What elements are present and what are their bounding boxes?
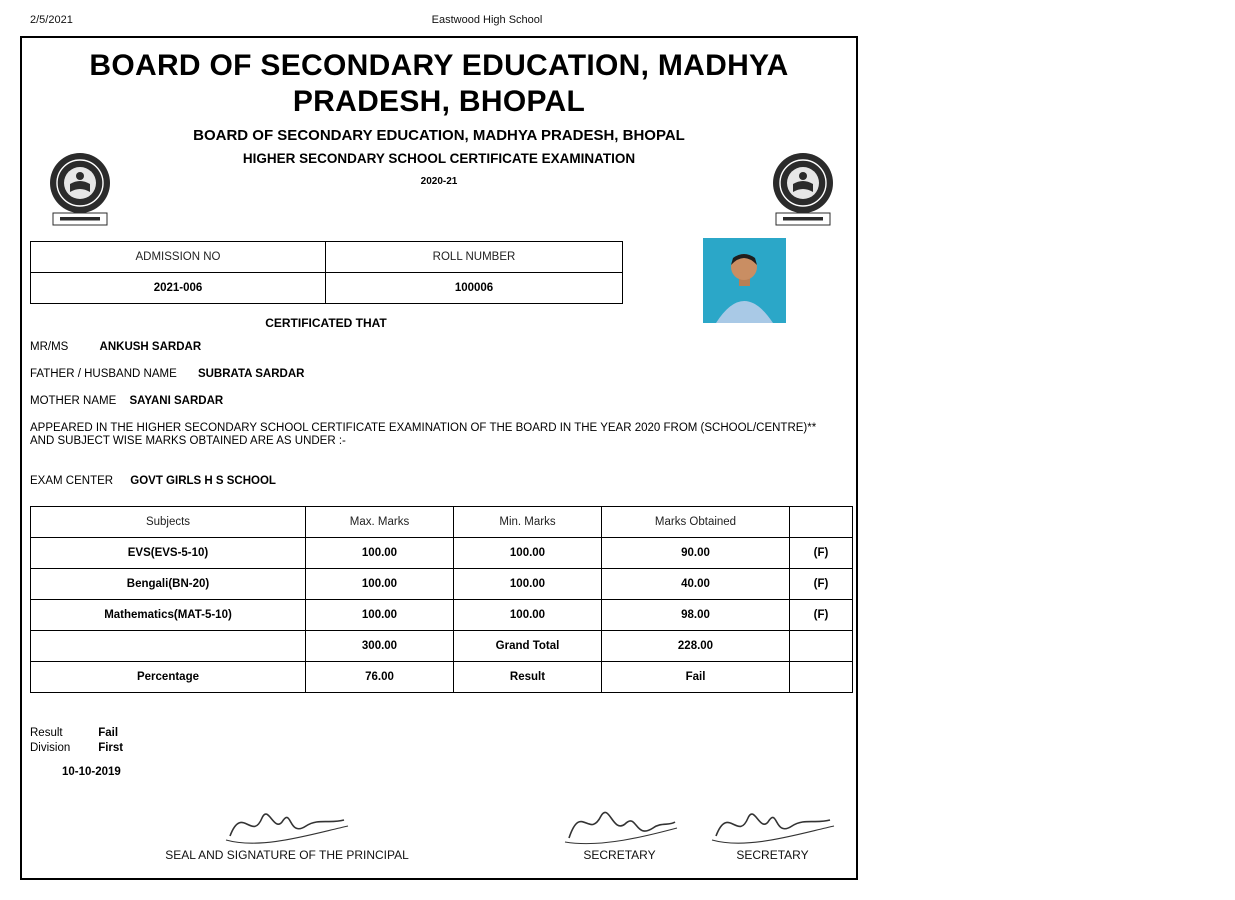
admission-table	[30, 241, 623, 304]
flag-cell: (F)	[790, 569, 853, 600]
flag-cell: (F)	[790, 600, 853, 631]
certificate-page	[20, 36, 858, 880]
percentage-label-cell: Percentage	[31, 662, 306, 693]
admission-no-header: ADMISSION NO	[31, 242, 326, 273]
empty-cell	[790, 662, 853, 693]
mother-name-line	[30, 395, 223, 407]
col-header-marks-obtained: Marks Obtained	[602, 507, 790, 538]
student-photo	[703, 238, 786, 323]
grand-total-value-cell: 228.00	[602, 631, 790, 662]
exam-center-label: EXAM CENTER	[30, 475, 114, 487]
total-max-marks-cell: 300.00	[306, 631, 454, 662]
secretary-signature-label: SECRETARY	[736, 848, 809, 862]
max-marks-cell: 100.00	[306, 538, 454, 569]
signature-icon	[222, 798, 352, 846]
subject-cell: Bengali(BN-20)	[31, 569, 306, 600]
result-label-cell: Result	[454, 662, 602, 693]
result-line	[30, 726, 123, 741]
exam-title: HIGHER SECONDARY SCHOOL CERTIFICATE EXAMINATION	[242, 151, 636, 166]
father-name: SUBRATA SARDAR	[197, 368, 305, 380]
secretary-signature-block	[690, 798, 855, 862]
percentage-value-cell: 76.00	[306, 662, 454, 693]
principal-signature-label: SEAL AND SIGNATURE OF THE PRINCIPAL	[165, 848, 409, 862]
admission-no-value: 2021-006	[31, 273, 326, 304]
secretary-signature-label: SECRETARY	[583, 848, 656, 862]
subject-cell: EVS(EVS-5-10)	[31, 538, 306, 569]
board-seal-icon	[40, 150, 120, 230]
result-label: Result	[30, 727, 63, 739]
division-line	[30, 741, 123, 756]
min-marks-cell: 100.00	[454, 538, 602, 569]
appeared-statement: APPEARED IN THE HIGHER SECONDARY SCHOOL CERTIFICATE EXAMINATION OF THE BOARD IN THE YEAR 2020 FROM (SCHOOL/CENTRE)** AND SUBJECT WISE MARKS OBTAINED ARE AS UNDER :-	[30, 422, 817, 447]
father-name-label: FATHER / HUSBAND NAME	[30, 368, 177, 380]
grand-total-row	[31, 631, 853, 662]
percentage-row	[31, 662, 853, 693]
principal-signature-block	[132, 798, 442, 862]
browser-print-header	[0, 14, 1235, 34]
mother-name: SAYANI SARDAR	[129, 395, 224, 407]
result-value-cell: Fail	[602, 662, 790, 693]
exam-session: 2020-21	[420, 176, 458, 187]
student-name-line	[30, 341, 201, 353]
issue-date: 10-10-2019	[62, 766, 121, 778]
mother-name-label: MOTHER NAME	[30, 395, 117, 407]
grand-total-label-cell: Grand Total	[454, 631, 602, 662]
certificated-that-label: CERTIFICATED THAT	[265, 316, 387, 330]
division-value: First	[98, 742, 124, 754]
student-name: ANKUSH SARDAR	[99, 341, 202, 353]
result-division-block	[30, 726, 123, 756]
empty-cell	[31, 631, 306, 662]
min-marks-cell: 100.00	[454, 569, 602, 600]
print-date: 2/5/2021	[30, 14, 73, 26]
result-value: Fail	[98, 727, 119, 739]
mr-ms-label: MR/MS	[30, 341, 69, 353]
col-header-max-marks: Max. Marks	[306, 507, 454, 538]
min-marks-cell: 100.00	[454, 600, 602, 631]
flag-cell: (F)	[790, 538, 853, 569]
empty-cell	[790, 631, 853, 662]
exam-center-line	[30, 475, 276, 487]
col-header-flag	[790, 507, 853, 538]
marks-obtained-cell: 90.00	[602, 538, 790, 569]
marks-table	[30, 506, 853, 693]
max-marks-cell: 100.00	[306, 600, 454, 631]
roll-number-header: ROLL NUMBER	[326, 242, 623, 273]
board-subtitle: BOARD OF SECONDARY EDUCATION, MADHYA PRADESH, BHOPAL	[193, 127, 685, 144]
table-row	[31, 569, 853, 600]
division-label: Division	[30, 742, 71, 754]
subject-cell: Mathematics(MAT-5-10)	[31, 600, 306, 631]
marks-obtained-cell: 98.00	[602, 600, 790, 631]
table-row	[31, 600, 853, 631]
secretary-signature-block	[537, 798, 702, 862]
col-header-min-marks: Min. Marks	[454, 507, 602, 538]
table-row	[31, 538, 853, 569]
roll-number-value: 100006	[326, 273, 623, 304]
signature-icon	[555, 798, 685, 846]
marks-obtained-cell: 40.00	[602, 569, 790, 600]
marks-table-header-row	[31, 507, 853, 538]
board-seal-icon	[763, 150, 843, 230]
signature-icon	[708, 798, 838, 846]
exam-center-value: GOVT GIRLS H S SCHOOL	[130, 475, 276, 487]
father-name-line	[30, 368, 304, 380]
print-page-title: Eastwood High School	[431, 14, 543, 26]
col-header-subjects: Subjects	[31, 507, 306, 538]
max-marks-cell: 100.00	[306, 569, 454, 600]
board-title: BOARD OF SECONDARY EDUCATION, MADHYA PRADESH, BHOPAL	[89, 49, 789, 118]
